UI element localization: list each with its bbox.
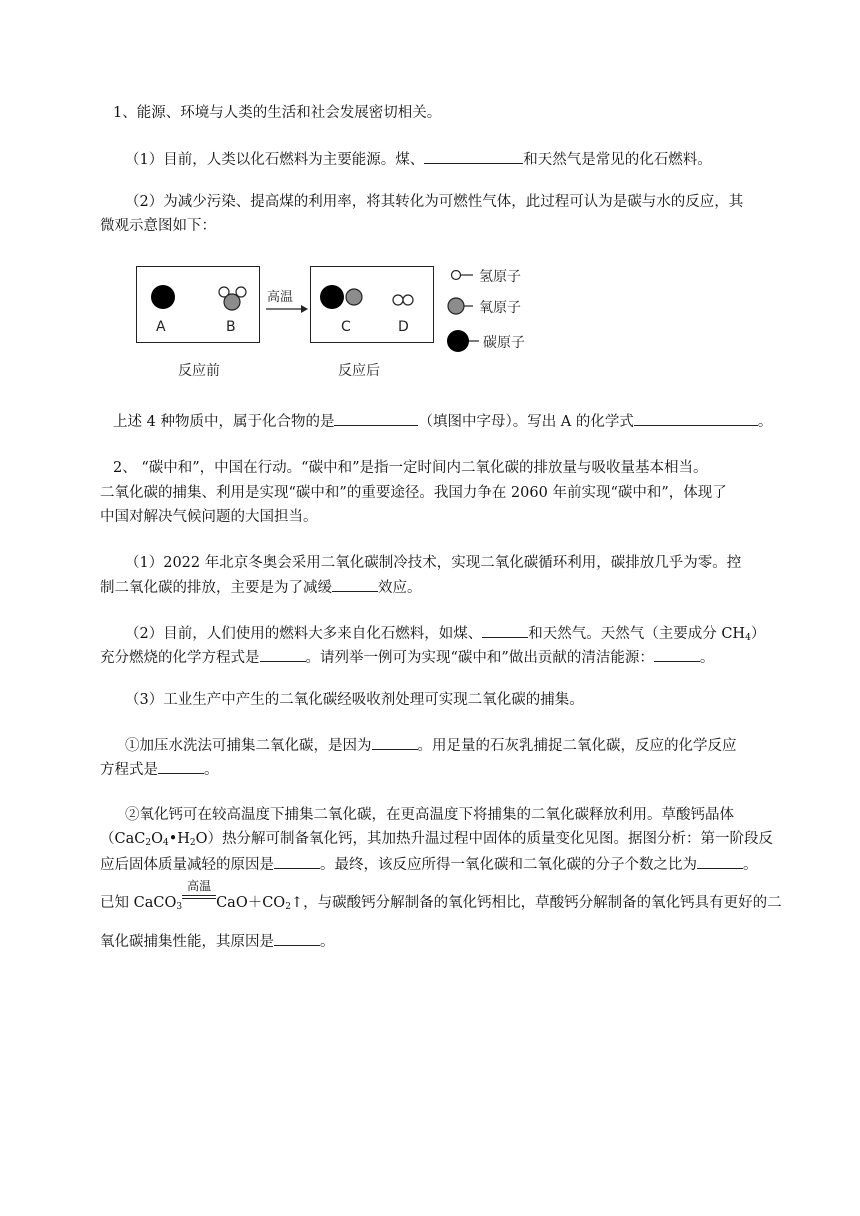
q1-compound-blank[interactable] (334, 411, 418, 426)
q2-intro-line1: 2、 “碳中和”，中国在行动。“碳中和”是指一定时间内二氧化碳的排放量与吸收量基本相当。 (113, 460, 708, 476)
q1-part3-text-a: 上述 4 种物质中，属于化合物的是 (113, 414, 335, 430)
q2-c1-line1: ①加压水洗法可捕集二氧化碳，是因为 。用足量的石灰乳捕捉二氧化碳，反应的化学反应 (125, 735, 830, 756)
q2-intro-line2: 二氧化碳的捕集、利用是实现“碳中和”的重要途径。我国力争在 2060 年前实现“碳中和”，体现了 (100, 485, 727, 501)
label-d: D (398, 319, 409, 335)
q2-s1-line2: 制二氧化碳的排放，主要是为了减缓 效应。 (100, 577, 805, 598)
legend-carbon-label: 碳原子 (483, 335, 525, 351)
q2-s2-fuel-blank[interactable] (482, 623, 528, 638)
q1-intro: 1、能源、环境与人类的生活和社会发展密切相关。 (113, 105, 442, 121)
q1-part1-blank[interactable] (424, 149, 523, 164)
q1-part1 (125, 149, 830, 170)
q2-s2-line2: 充分燃烧的化学方程式是 。请列举一例可为实现“碳中和”做出贡献的清洁能源： 。 (100, 647, 805, 668)
q1-part1-text-a: （1）目前，人类以化石燃料为主要能源。煤、 (125, 152, 425, 168)
q2-c2-performance-blank[interactable] (274, 931, 320, 946)
q1-part2-line2: 微观示意图如下： (100, 218, 216, 234)
after-caption: 反应后 (338, 363, 380, 379)
q2-c2-line4: 已知 CaCO$_3$ 高温 $CaO+CO_2↑$，与碳酸钙分解制备的氧化钙相比，草酸钙分解制备的氧化钙具有更好的二 (100, 879, 782, 912)
q2-s2-equation-blank[interactable] (260, 647, 306, 662)
legend-oxygen-label: 氧原子 (479, 300, 521, 316)
q2-s1-blank[interactable] (332, 577, 378, 592)
q2-c1-line2: 方程式是 。 (100, 759, 805, 780)
q2-c2-mass-reason-blank[interactable] (274, 854, 320, 869)
q1-part3: 上述 4 种物质中，属于化合物的是 （填图中字母）。写出 A 的化学式 。 (113, 411, 818, 432)
q2-s3: （3）工业生产中产生的二氧化碳经吸收剂处理可实现二氧化碳的捕集。 (125, 692, 584, 708)
q2-s2-energy-blank[interactable] (654, 647, 700, 662)
q2-s1-line1: （1）2022 年北京冬奥会采用二氧化碳制冷技术，实现二氧化碳循环利用，碳排放几乎为零。控 (125, 555, 742, 571)
q2-c2-line3: 应后固体质量减轻的原因是 。最终，该反应所得一氧化碳和二氧化碳的分子个数之比为 。 (100, 854, 805, 875)
label-c: C (341, 319, 351, 335)
q2-c2-line1: ②氧化钙可在较高温度下捕集二氧化碳，在更高温度下将捕集的二氧化碳释放利用。草酸钙晶体 (125, 807, 734, 823)
q1-part1-text-b: 和天然气是常见的化石燃料。 (523, 152, 712, 168)
reaction-micro-diagram (136, 262, 556, 387)
q2-intro-line3: 中国对解决气候问题的大国担当。 (100, 509, 318, 525)
q2-c2-line5: 氧化碳捕集性能，其原因是 。 (100, 931, 805, 952)
legend-hydrogen-label: 氢原子 (479, 269, 521, 285)
label-b: B (226, 319, 236, 335)
q1-part2-line1: （2）为减少污染、提高煤的利用率，将其转化为可燃性气体，此过程可认为是碳与水的反应，其 (125, 194, 744, 210)
q2-c1-equation-blank[interactable] (158, 759, 204, 774)
label-a: A (156, 319, 166, 335)
q2-c1-reason-blank[interactable] (372, 735, 418, 750)
q2-c2-ratio-blank[interactable] (697, 854, 743, 869)
q2-c2-line2: $(CaC_2O_4•H_2O)$热分解可制备氧化钙，其加热升温过程中固体的质量变化见图。据图分析：第一阶段反 (100, 831, 774, 848)
before-caption: 反应前 (178, 363, 220, 379)
reaction-condition-high-temp: 高温 (182, 889, 216, 907)
arrow-condition: 高温 (267, 290, 294, 305)
q1-formula-blank[interactable] (634, 411, 758, 426)
q1-part3-text-b: （填图中字母）。写出 A 的化学式 (418, 414, 634, 430)
q2-s2-line1: （2）目前，人们使用的燃料大多来自化石燃料，如煤、 和天然气。天然气（主要成分 $CH_4$） (125, 623, 830, 644)
